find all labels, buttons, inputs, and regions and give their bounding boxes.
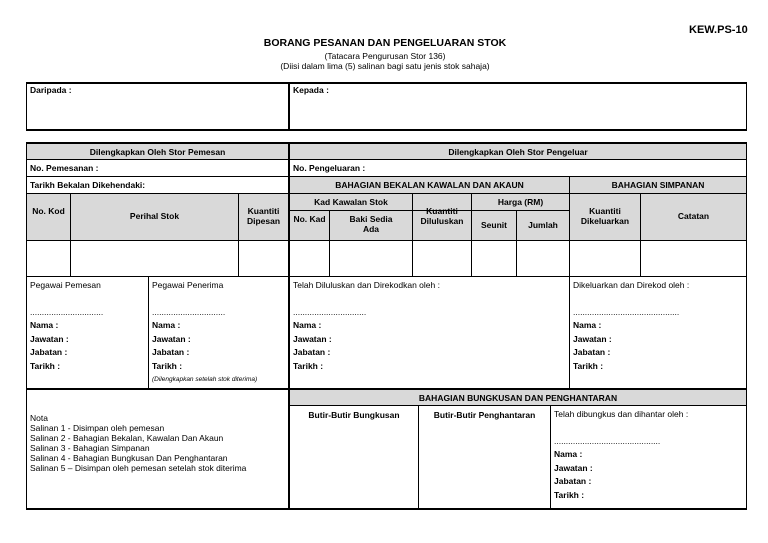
jabatan-label: Jabatan : [293, 347, 331, 357]
nota-line: Salinan 5 – Disimpan oleh pemesan setelah stok diterima [30, 463, 247, 473]
telah-dibungkus-label: Telah dibungkus dan dihantar oleh : [554, 409, 689, 419]
signature-line: ............................................. [554, 435, 661, 446]
form-code: KEW.PS-10 [689, 24, 748, 36]
form-subtitle-2: (Diisi dalam lima (5) salinan bagi satu jenis stok sahaja) [280, 61, 490, 71]
nama-label: Nama : [152, 320, 181, 330]
col-baki-sedia-ada: Baki Sedia Ada [349, 214, 393, 234]
left-section-header: Dilengkapkan Oleh Stor Pemesan [89, 147, 226, 157]
kad-kawalan-header: Kad Kawalan Stok [314, 197, 388, 207]
dikeluarkan-label: Dikeluarkan dan Direkod oleh : [573, 280, 690, 290]
jawatan-label: Jawatan : [554, 462, 593, 473]
jawatan-label: Jawatan : [573, 333, 612, 344]
jawatan-label: Jawatan : [152, 333, 191, 344]
butir-penghantaran-label: Butir-Butir Penghantaran [433, 410, 536, 420]
col-kuantiti-dipesan: Kuantiti Dipesan [246, 206, 281, 226]
col-kuantiti-diluluskan: Kuantiti Diluluskan [420, 206, 464, 226]
nama-label: Nama : [554, 449, 583, 459]
nota-title: Nota [30, 413, 48, 423]
tarikh-label: Tarikh : [293, 360, 324, 371]
jawatan-label: Jawatan : [30, 333, 69, 344]
nota-line: Salinan 2 - Bahagian Bekalan, Kawalan Dan Akaun [30, 433, 224, 443]
signature-line: ............................... [30, 306, 104, 317]
jawatan-label: Jawatan : [293, 333, 332, 344]
col-no-kod: No. Kod [32, 206, 65, 216]
tarikh-label: Tarikh : [30, 360, 61, 371]
signature-line: ............................................. [573, 306, 680, 317]
harga-header: Harga (RM) [497, 197, 544, 207]
nama-label: Nama : [293, 320, 322, 330]
jabatan-label: Jabatan : [554, 476, 592, 486]
sign-dibungkus [554, 408, 688, 502]
nota-line: Salinan 4 - Bahagian Bungkusan Dan Penghantaran [30, 453, 228, 463]
col-seunit: Seunit [481, 220, 507, 230]
pegawai-penerima-label: Pegawai Penerima [152, 280, 224, 290]
daripada-label: Daripada : [30, 85, 72, 95]
no-pengeluaran-label: No. Pengeluaran : [293, 163, 366, 173]
jabatan-label: Jabatan : [152, 347, 190, 357]
note-penerima: (Dilengkapkan setelah stok diterima) [152, 376, 258, 383]
sign-diluluskan [293, 279, 440, 373]
nota-line: Salinan 1 - Disimpan oleh pemesan [30, 423, 165, 433]
col-no-kad: No. Kad [293, 214, 326, 224]
sign-pegawai-penerima [152, 279, 225, 373]
col-kuantiti-dikeluarkan: Kuantiti Dikeluarkan [580, 206, 630, 226]
col-perihal-stok: Perihal Stok [129, 211, 180, 221]
right-section-header: Dilengkapkan Oleh Stor Pengeluar [448, 147, 588, 157]
signature-line: ............................... [152, 306, 226, 317]
pegawai-pemesan-label: Pegawai Pemesan [30, 280, 101, 290]
bungkusan-header: BAHAGIAN BUNGKUSAN DAN PENGHANTARAN [418, 393, 618, 403]
nota-line: Salinan 3 - Bahagian Simpanan [30, 443, 150, 453]
telah-diluluskan-label: Telah Diluluskan dan Direkodkan oleh : [293, 280, 440, 290]
sign-pegawai-pemesan [30, 279, 103, 373]
bahagian-simpanan-header: BAHAGIAN SIMPANAN [611, 180, 705, 190]
nota-block [30, 413, 246, 473]
col-catatan: Catatan [677, 211, 710, 221]
jabatan-label: Jabatan : [30, 347, 68, 357]
no-pemesanan-label: No. Pemesanan : [30, 163, 99, 173]
butir-bungkusan-label: Butir-Butir Bungkusan [308, 410, 400, 420]
tarikh-label: Tarikh : [554, 489, 585, 500]
kepada-label: Kepada : [293, 85, 329, 95]
tarikh-label: Tarikh : [573, 360, 604, 371]
form-title: BORANG PESANAN DAN PENGELUARAN STOK [263, 37, 507, 49]
nama-label: Nama : [30, 320, 59, 330]
form-subtitle-1: (Tatacara Pengurusan Stor 136) [324, 51, 446, 61]
nama-label: Nama : [573, 320, 602, 330]
jabatan-label: Jabatan : [573, 347, 611, 357]
col-jumlah: Jumlah [528, 220, 558, 230]
tarikh-bekalan-label: Tarikh Bekalan Dikehendaki: [30, 180, 146, 190]
bahagian-bekalan-header: BAHAGIAN BEKALAN KAWALAN DAN AKAUN [335, 180, 524, 190]
signature-line: ............................... [293, 306, 367, 317]
sign-dikeluarkan [573, 279, 689, 373]
tarikh-label: Tarikh : [152, 360, 183, 371]
